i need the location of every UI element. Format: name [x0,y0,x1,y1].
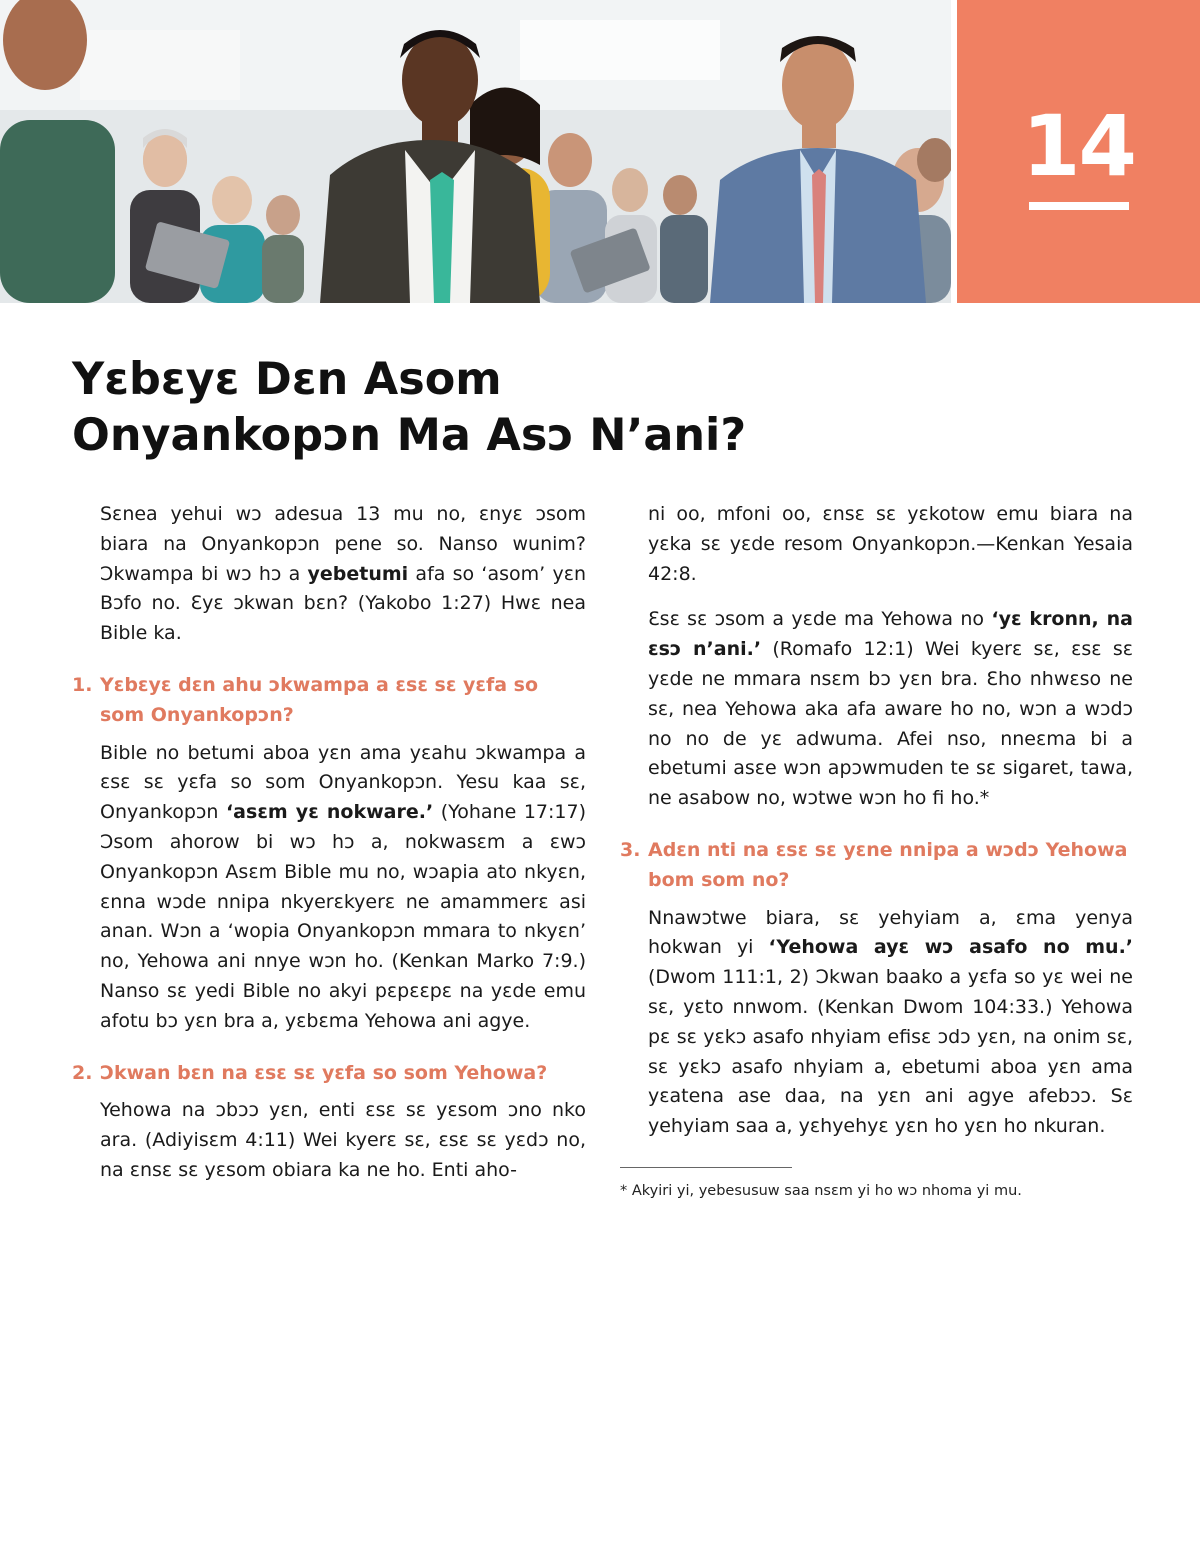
answer-3-paragraph [648,904,1133,1142]
question-number: 1. [72,673,93,696]
question-number: 3. [620,838,641,861]
congregation-photo [0,0,951,303]
answer-text: Ɛsɛ sɛ ɔsom a yɛde ma Yehowa no [648,608,992,631]
chapter-underline [1029,202,1129,210]
intro-text: Sɛnea yehui wɔ adesua 13 mu no, ɛnyɛ ɔsom biara na Onyankopɔn pene so. Nanso wunim? Ɔkwampa bi wɔ hɔ a [100,503,586,585]
right-column [620,500,1133,1158]
answer-text: Nnawɔtwe biara, sɛ yehyiam a, ɛma yenya hokwan yi [648,906,1133,959]
question-text: Adɛn nti na ɛsɛ sɛ yɛne nnipa a wɔdɔ Yehowa bom som no? [648,838,1128,891]
title-line-1: Yɛbɛyɛ Dɛn Asom [72,354,502,405]
intro-paragraph [100,500,586,649]
answer-2-continued: ni oo, mfoni oo, ɛnsɛ sɛ yɛkotow emu biara na yɛka sɛ yɛde resom Onyankopɔn.—Kenkan Yesaia 42:8. [648,503,1133,585]
question-text: Yɛbɛyɛ dɛn ahu ɔkwampa a ɛsɛ sɛ yɛfa so som Onyankopɔn? [100,673,539,726]
footnote: * Akyiri yi, yebesusuw saa nsɛm yi ho wɔ nhoma yi mu. [620,1183,1022,1199]
answer-text-end: (Yohane 17:17) Ɔsom ahorow bi wɔ hɔ a, nokwasɛm a ɛwɔ Onyankopɔn Asɛm Bible mu no, wɔapia ato nkyɛn, ɛnna wɔde nnipa nkyerɛkyerɛ ne amammerɛ asi anan. Wɔn a ‘wopia Onyankopɔn mmara to nkyɛn’ no, Yehowa ani nnye wɔn ho. (Kenkan Marko 7:9.) Nanso sɛ yedi Bible no akyi pɛpɛɛpɛ na yɛde emu afotu bɔ yɛn bra a, yɛbɛma Yehowa ani agye. [100,801,586,1032]
header-photo [0,0,951,303]
question-3 [620,836,1133,896]
answer-bold: ‘asɛm yɛ nokware.’ [225,801,434,824]
answer-bold: ‘Yehowa ayɛ wɔ asafo no mu.’ [768,936,1134,959]
answer-1-paragraph [100,739,586,1037]
chapter-badge [957,0,1200,303]
answer-2b-paragraph [648,605,1133,814]
answer-text-end: (Romafo 12:1) Wei kyerɛ sɛ, ɛsɛ sɛ yɛde ne mmara nsɛm bɔ yɛn bra. Ɛho nhwɛso ne sɛ, nea Yehowa aka afa aware ho no, wɔn a wɔdɔ no no de yɛ adwuma. Afei nso, nneɛma bi a ebetumi asɛe wɔn apɔwmuden te sɛ sigaret, tawa, ne asabow no, wɔtwe wɔn ho fi ho.* [648,638,1133,810]
chapter-number: 14 [1022,97,1135,195]
page-title [72,352,972,464]
left-column [72,500,586,1202]
intro-text-end: afa so ‘asom’ yɛn Bɔfo no. Ɛyɛ ɔkwan bɛn? (Yakobo 1:27) Hwɛ nea Bible ka. [100,562,586,645]
answer-bold: ‘yɛ kronn, na ɛsɔ n’ani.’ [648,608,1133,661]
title-line-2: Onyankopɔn Ma Asɔ N’ani? [72,410,747,461]
question-number: 2. [72,1061,93,1084]
question-2 [72,1059,586,1089]
answer-text-end: (Dwom 111:1, 2) Ɔkwan baako a yɛfa so yɛ wei ne sɛ, yɛto nnwom. (Kenkan Dwom 104:33.) Yehowa pɛ sɛ yɛkɔ asafo nhyiam efisɛ ɔdɔ yɛn, na onim sɛ, sɛ yɛkɔ asafo nhyiam a, ebetumi aboa yɛn ama yɛatena ase daa, na yɛn ani agye afebɔɔ. Sɛ yehyiam saa a, yɛhyehyɛ yɛn ho yɛn ho nkuran. [648,966,1133,1138]
answer-text: Bible no betumi aboa yɛn ama yɛahu ɔkwampa a ɛsɛ sɛ yɛfa so som Onyankopɔn. Yesu kaa sɛ, Onyankopɔn [100,741,586,824]
question-1 [72,671,586,731]
answer-2-paragraph: Yehowa na ɔbɔɔ yɛn, enti ɛsɛ sɛ yɛsom ɔno nko ara. (Adiyisɛm 4:11) Wei kyerɛ sɛ, ɛsɛ sɛ yɛdɔ no, na ɛnsɛ sɛ yɛsom obiara ka ne ho. Enti aho- [100,1099,586,1181]
footnote-divider [620,1167,792,1168]
question-text: Ɔkwan bɛn na ɛsɛ sɛ yɛfa so som Yehowa? [100,1061,548,1084]
intro-bold: yebetumi [307,562,409,585]
